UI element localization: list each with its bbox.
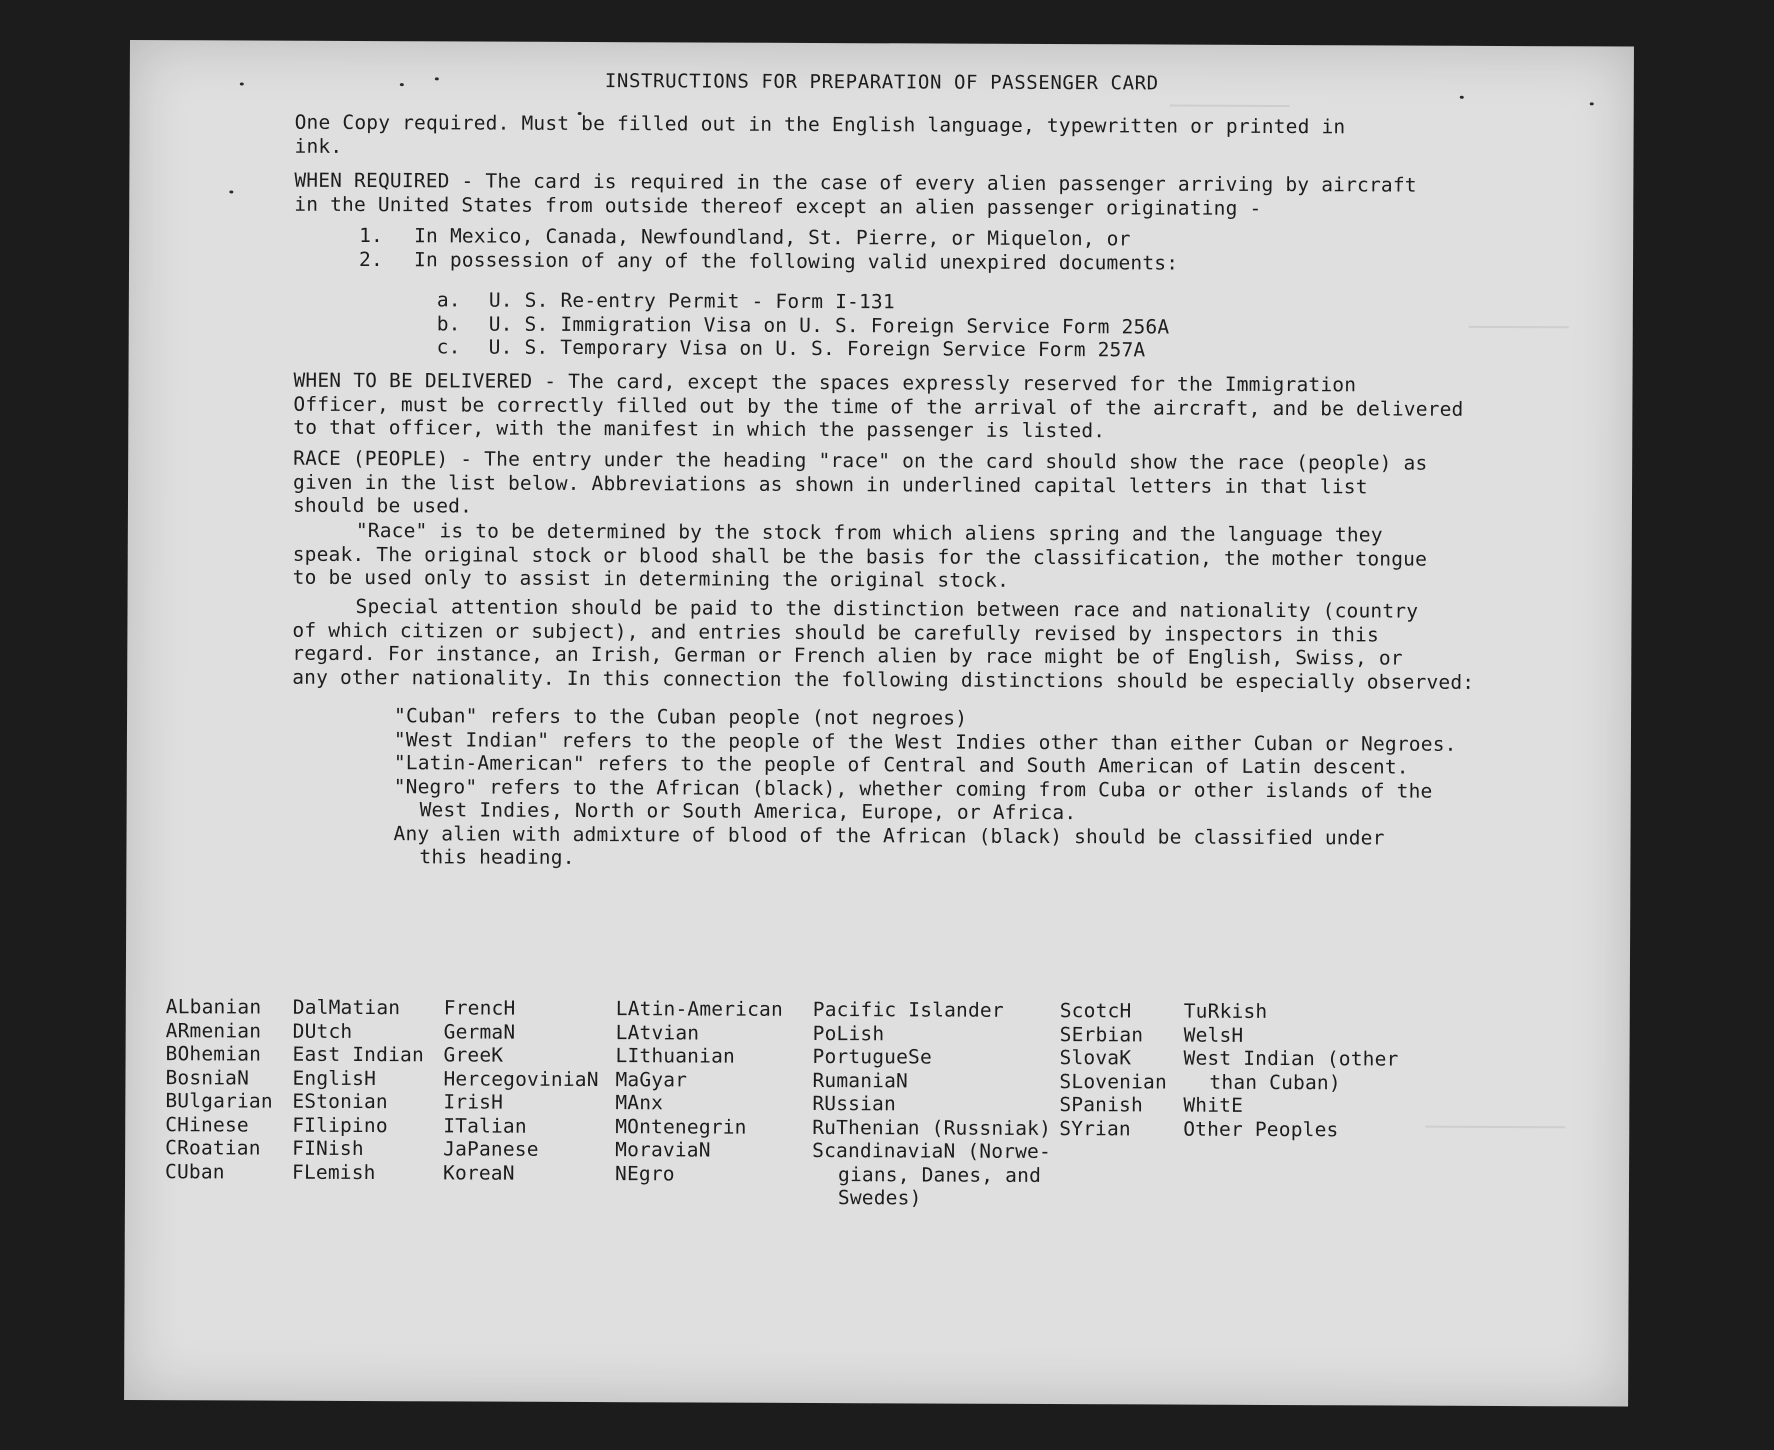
documents-list — [437, 288, 1437, 363]
list-item: 2. In possession of any of the following valid unexpired documents: — [358, 247, 1179, 275]
race-entry: DalMatian — [292, 995, 401, 1020]
document-title: INSTRUCTIONS FOR PREPARATION OF PASSENGER CARD — [604, 70, 1159, 95]
race-entry: FrencH — [443, 996, 516, 1020]
race-entry: Pacific Islander — [812, 997, 1004, 1022]
race-entry: ScotcH — [1059, 999, 1132, 1023]
race-entry: Other Peoples — [1183, 1117, 1339, 1141]
scan-speck — [1590, 102, 1594, 105]
race-entry: BUlgarian — [165, 1089, 273, 1113]
list-item: b. U. S. Immigration Visa on U. S. Foreign Service Form 256A — [436, 311, 1170, 339]
race-entry: NEgro — [615, 1161, 675, 1185]
race-definition-paragraph: "Race" is to be determined by the stock from which aliens spring and the language they speak. The original stock or blood shall be the basis for the classification, the mother tongue to be used only to assist in determining the original stock. — [292, 518, 1428, 592]
distinction-negro-continued: West Indies, North or South America, Europe, or Africa. — [419, 798, 1077, 825]
race-entry: ITalian — [443, 1113, 527, 1138]
document-page — [124, 40, 1634, 1407]
race-entry: PortugueSe — [812, 1044, 933, 1069]
when-delivered-paragraph: WHEN TO BE DELIVERED - The card, except the spaces expressly reserved for the Immigration Officer, must be correctly filled out by the time of the arrival of the aircraft, and be delivered to that officer, with the manifest in which the passenger is listed. — [293, 368, 1464, 443]
race-list-column-6 — [1059, 999, 1167, 1140]
race-entry: MAnx — [615, 1091, 664, 1115]
distinction-cuban: "Cuban" refers to the Cuban people (not negroes) — [394, 704, 968, 730]
race-entry: WelsH — [1183, 1023, 1244, 1047]
race-entry: ScandinaviaN (Norwe- — [812, 1138, 1052, 1164]
race-entry: RumaniaN — [812, 1068, 909, 1092]
race-entry: CUban — [165, 1159, 225, 1183]
race-entry: LAtvian — [615, 1020, 700, 1044]
race-list-column-7 — [1183, 1000, 1399, 1142]
race-entry-continued: Swedes) — [837, 1186, 922, 1210]
race-entry: KoreaN — [443, 1160, 515, 1185]
race-entry: LAtin-American — [615, 997, 783, 1021]
race-entry: ALbanian — [165, 995, 262, 1019]
race-list-column-5 — [812, 998, 1052, 1211]
race-entry: MaGyar — [615, 1067, 688, 1091]
race-entry: HercegoviniaN — [443, 1066, 599, 1091]
bleed-through-mark — [1469, 326, 1569, 328]
bleed-through-mark — [1170, 105, 1290, 108]
race-entry: MoraviaN — [615, 1138, 711, 1162]
distinction-latin-american: "Latin-American" refers to the people of Central and South American of Latin descent. — [393, 751, 1409, 779]
race-list-column-3 — [443, 996, 599, 1185]
list-item: c. U. S. Temporary Visa on U. S. Foreign Service Form 257A — [436, 335, 1146, 362]
origin-exceptions-list — [359, 224, 1459, 276]
race-entry: JaPanese — [443, 1137, 539, 1161]
list-item: a. U. S. Re-entry Permit - Form I-131 — [436, 288, 895, 314]
race-entry: TuRkish — [1183, 999, 1268, 1023]
race-entry: SPanish — [1059, 1093, 1144, 1117]
race-entry-continued: than Cuban) — [1209, 1070, 1341, 1094]
race-entry: GermaN — [443, 1019, 516, 1044]
distinction-negro: "Negro" refers to the African (black), whether coming from Cuba or other islands of the — [393, 774, 1433, 803]
race-entry: SErbian — [1059, 1022, 1144, 1046]
race-entry: GreeK — [443, 1043, 504, 1067]
race-entry: West Indian (other — [1183, 1046, 1399, 1071]
list-item: 1. In Mexico, Canada, Newfoundland, St. Pierre, or Miquelon, or — [359, 224, 1131, 251]
race-entry: RuThenian (Russniak) — [812, 1115, 1052, 1140]
race-people-paragraph: RACE (PEOPLE) - The entry under the heading "race" on the card should show the race (people) as given in the list below. Abbreviations as shown in underlined capital letters in that list should be used. — [292, 446, 1428, 518]
race-list-column-4 — [615, 997, 783, 1186]
when-required-paragraph: WHEN REQUIRED - The card is required in the case of every alien passenger arriving by aircraft in the United States from outside thereof except an alien passenger originating - — [294, 168, 1417, 220]
race-entry: ARmenian — [165, 1018, 262, 1043]
race-entry: East Indian — [292, 1042, 424, 1067]
race-entry: WhitE — [1183, 1093, 1244, 1117]
race-entry: BOhemian — [165, 1042, 262, 1066]
race-entry: IrisH — [443, 1090, 504, 1114]
race-entry: EStonian — [292, 1089, 388, 1114]
distinction-west-indian: "West Indian" refers to the people of the West Indies other than either Cuban or Negroes. — [393, 727, 1457, 756]
bleed-through-mark — [1425, 1126, 1565, 1129]
race-entry: FIlipino — [292, 1113, 388, 1137]
race-entry: FINish — [292, 1136, 364, 1161]
race-entry: RUssian — [812, 1091, 897, 1116]
race-entry-continued: gians, Danes, and — [838, 1162, 1042, 1187]
race-entry: SlovaK — [1059, 1046, 1132, 1070]
special-attention-paragraph: Special attention should be paid to the distinction between race and nationality (country of which citizen or subject), and entries should be carefully revised by inspectors in this regard. For instance, an Irish, German or French alien by race might be of English, Swiss, or any other nationality. In this connection the following distinctions should be especially observed: — [292, 594, 1475, 694]
race-entry: BosniaN — [165, 1065, 250, 1090]
race-entry: EnglisH — [292, 1066, 377, 1090]
race-entry: PoLish — [812, 1021, 885, 1045]
distinctions-list — [393, 704, 1594, 874]
race-entry: FLemish — [292, 1160, 376, 1184]
distinction-admixture: Any alien with admixture of blood of the African (black) should be classified under — [393, 821, 1385, 849]
distinction-admixture-continued: this heading. — [419, 845, 575, 869]
race-entry: MOntenegrin — [615, 1114, 747, 1139]
race-entry: SLovenian — [1059, 1069, 1167, 1094]
race-entry: SYrian — [1059, 1116, 1131, 1140]
race-list-column-1 — [165, 995, 273, 1183]
race-entry: DUtch — [292, 1019, 353, 1043]
race-entry: LIthuanian — [615, 1044, 736, 1068]
intro-paragraph: One Copy required. Must be filled out in the English language, typewritten or printed in ink. — [294, 110, 1346, 158]
scan-speck — [229, 190, 233, 193]
race-list-column-2 — [292, 996, 424, 1185]
race-entry: CHinese — [165, 1112, 249, 1137]
race-entry: CRoatian — [165, 1136, 261, 1160]
